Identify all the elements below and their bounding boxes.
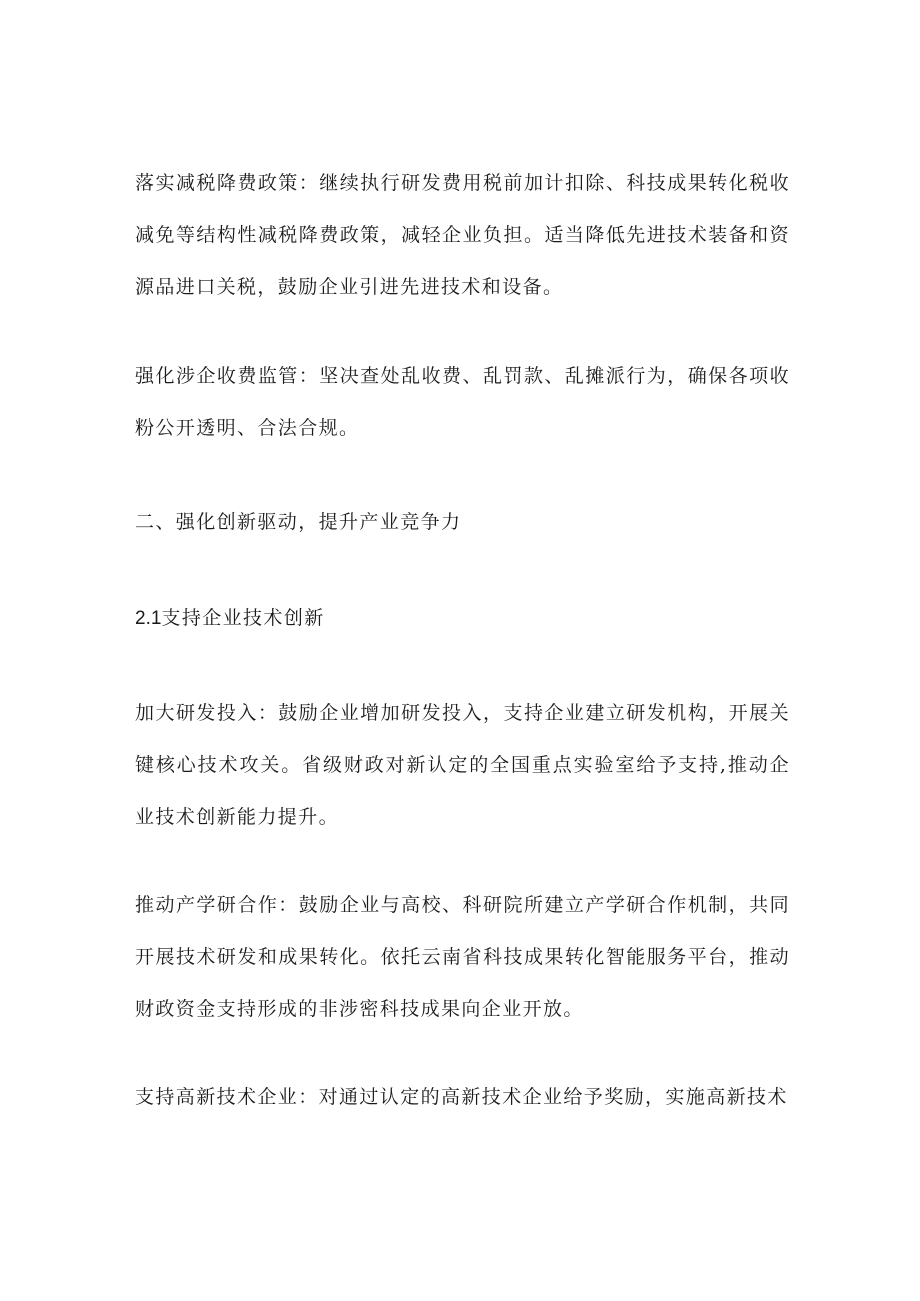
- paragraph-rd-investment: 加大研发投入：鼓励企业增加研发投入，支持企业建立研发机构，开展关键核心技术攻关。省级财政对新认定的全国重点实验室给予支持,推动企业技术创新能力提升。: [135, 702, 790, 828]
- subsection-title: 支持企业技术创新: [161, 607, 325, 629]
- paragraph-tax-reduction: 落实减税降费政策：继续执行研发费用税前加计扣除、科技成果转化税收减免等结构性减税降费政策，减轻企业负担。适当降低先进技术装备和资源品进口关税，鼓励企业引进先进技术和设备。: [135, 172, 790, 298]
- subsection-heading: [135, 592, 325, 645]
- section-heading: 二、强化创新驱动，提升产业竞争力: [135, 511, 462, 533]
- paragraph-industry-academia: 推动产学研合作：鼓励企业与高校、科研院所建立产学研合作机制，共同开展技术研发和成果转化。依托云南省科技成果转化智能服务平台，推动财政资金支持形成的非涉密科技成果向企业开放。: [135, 894, 790, 1020]
- subsection-number: 2.1: [135, 608, 162, 629]
- paragraph-fee-supervision: 强化涉企收费监管：坚决查处乱收费、乱罚款、乱摊派行为，确保各项收粉公开透明、合法合规。: [135, 365, 790, 439]
- paragraph-high-tech: 支持高新技术企业：对通过认定的高新技术企业给予奖励，实施高新技术: [135, 1086, 788, 1108]
